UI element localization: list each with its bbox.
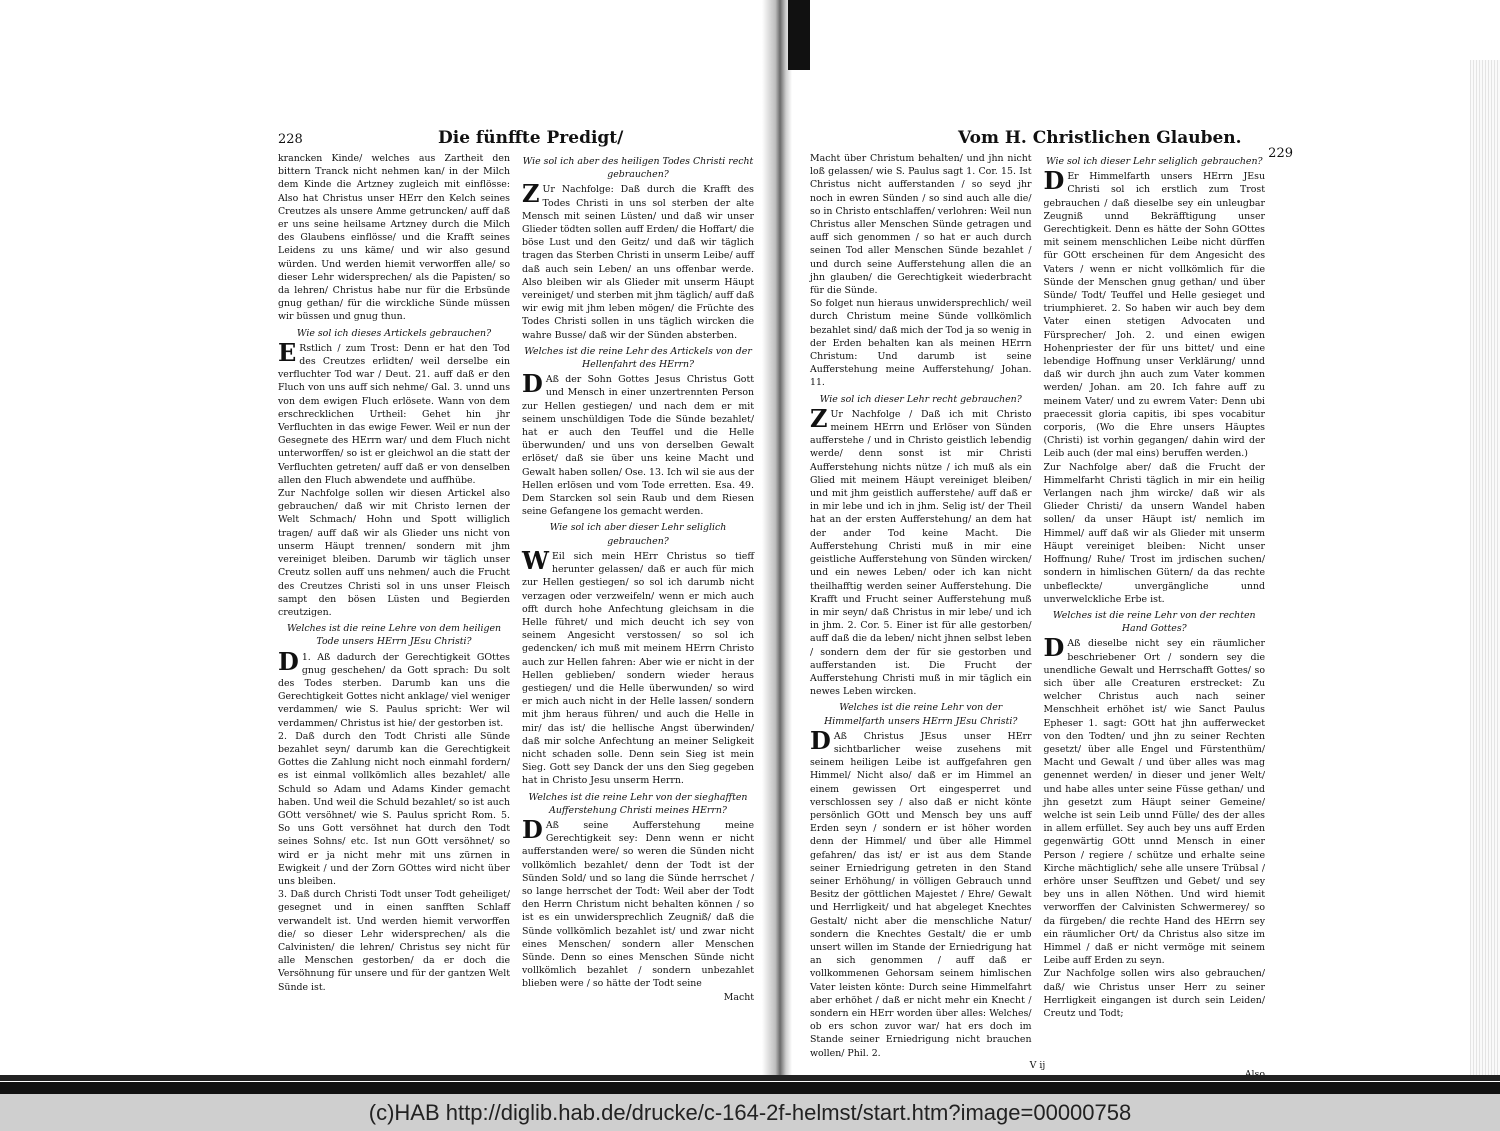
text-paragraph [522, 369, 754, 518]
catchword-left: Macht [723, 991, 754, 1003]
scan-edge-dark [0, 1082, 1500, 1094]
text-paragraph [522, 814, 754, 991]
right-page [810, 128, 1293, 1071]
paragraph-text: 3. Daß durch Christi Todt unser Todt geheiliget/ gesegnet und in einen sanfften Schlaff verwandelt ist. Und werden hiemit verworffen die/ so dieser Lehr widersprechen/ als die Calvinisten/ die lehren/ Christus sey nicht für alle Menschen gestorben/ da er doch die Versöhnung für unsere und für der gantzen Welt Sünde ist. [278, 889, 510, 993]
paragraph-text: Rstlich / zum Trost: Denn er hat den Tod des Creutzes erlidten/ weil derselbe ein verfluchter Tod war / Deut. 21. auff daß er den Fluch von uns auff sich nehme/ Gal. 3. unnd uns von dem ewigen Fluch erlösete. Wann von dem erschrecklichen Urtheil: Gehet hin jhr Verfluchten in das ewige Fewer. Weil er nun der Gesegnete des HErrn war/ und dem Fluch nicht unterworffen/ so ist er gleichwol an die statt der Verfluchten getreten/ auff daß er von denselben allen den Fluch abwendete und auffhübe. [278, 342, 510, 486]
section-heading: Wie sol ich dieser Lehr seliglich gebrauchen? [1045, 156, 1263, 167]
text-paragraph [278, 730, 510, 888]
text-paragraph [278, 646, 510, 730]
text-paragraph [1044, 967, 1266, 1020]
paragraph-text: Macht über Christum behalten/ und jhn nicht loß gelassen/ wie S. Paulus sagt 1. Cor. 15. Ist Christus nicht aufferstanden / so seyd jhr noch in ewren Sünden / so sind auch alle die/ so in Christo entschlaffen/ verlohren: Weil nun Christus aller Menschen Sünde getragen und auff sich genommen / so hat er auch durch seinen Tod aller Menschen Sünde bezahlet / und durch seine Aufferstehung allen die an jhn glauben/ die Gerechtigkeit wiederbracht für die Sünde. [810, 153, 1032, 297]
paragraph-text: Ur Nachfolge: Daß durch die Krafft des Todes Christi in uns sol sterben der alte Mensch mit seinen Lüsten/ und daß wir unser Glieder tödten sollen auff Erden/ die Hoffart/ die böse Lust und den Geitz/ und daß wir täglich tragen das Sterben Christi in unserm Leibe/ auff daß auch sein Leben/ an uns offenbar werde. Also bleiben wir als Glieder mit unserm Häupt vereiniget/ und sterben mit jhm täglich/ auff daß wir ewig mit jhm leben mögen/ die Früchte des Todes Christi sollen in uns täglich wircken die wahre Busse/ daß wir der Sünden absterben. [522, 184, 754, 341]
paragraph-text: Ur Nachfolge / Daß ich mit Christo meinem HErrn und Erlöser von Sünden aufferstehe / und in Christo geistlich lebendig werde/ denn sonst ist mir Christi Aufferstehung nichts nütze / ich muß als ein Glied mit meinem Häupt vereiniget bleiben/ und mit jhm geistlich aufferstehe/ auff daß er in mir lebe und ich in jhm. Selig ist/ der Theil hat an der ersten Aufferstehung/ an dem hat der ander Tod keine Macht. Die Aufferstehung Christi muß in mir eine geistliche Aufferstehung von Sünden wircken/ und ein newes Leben/ oder ich kan nicht theilhafftig werden seiner Aufferstehung. Die Krafft und Frucht seiner Aufferstehung muß in mir seyn/ daß Christus in mir lebe/ und ich in jhm. 2. Cor. 5. Einer ist für alle gestorben/ auff daß die da leben/ nicht jhnen selbst leben / sondern dem der für sie gestorben und aufferstanden ist. Die Frucht der Aufferstehung Christi muß in mir täglich ein newes Leben wircken. [810, 408, 1032, 698]
copyright-footer [0, 1094, 1500, 1131]
text-paragraph [1043, 633, 1266, 967]
section-heading: Welches ist die reine Lehre von dem heiligen Tode unsers HErrn JEsu Christi? [286, 623, 502, 648]
drop-initial: W [522, 545, 549, 575]
text-paragraph [278, 888, 510, 994]
drop-initial: Z [810, 403, 828, 433]
text-paragraph [810, 297, 1032, 389]
paragraph-text: Er Himmelfarth unsers HErrn JEsu Christi sol ich erstlich zum Trost gebrauchen / daß dieselbe sey ein unleugbar Zeugniß unnd Bekräfftigung unser Gerechtigkeit. Denn es hätte der Sohn GOttes mit seinem menschlichen Leibe nicht dürffen für GOtt erscheinen für dem Angesicht des Vaters / wenn er nicht vollkömlich für die Sünde der Menschen gnug gethan/ und über Sünde/ Todt/ Teuffel und Helle gesieget und triumphieret. 2. So haben wir auch bey dem Vater einen stetigen Advocaten und Fürsprecher/ Joh. 2. und einen ewigen Hohenpriester der für uns bittet/ und eine lebendige Hoffnung unser Verklärung/ unnd daß wir durch jhn auch zum Vater kommen werden/ Johan. am 20. Ich fahre auff zu meinem Vater/ und zu ewrem Vater: Denn ubi praecessit gloria capitis, ibi spes vocabitur corporis, (Wo die Ehre unsers Häuptes (Christi) ist vorhin gegangen/ dahin wird der Leib auch (der mal eins) beruffen werden.) [1043, 171, 1265, 460]
gutter-binding [788, 0, 810, 70]
drop-initial: D [1043, 633, 1065, 663]
left-page-header [278, 128, 754, 150]
left-page-column-2 [522, 152, 754, 994]
page-number-left: 228 [278, 132, 303, 147]
book-gutter [762, 0, 792, 1075]
drop-initial: D [1043, 166, 1065, 196]
paragraph-text: Aß Christus JEsus unser HErr sichtbarlicher weise zusehens mit seinem heiligen Leibe ist auffgefahren gen Himmel/ Nicht also/ daß er im Himmel an einem gewissen Ort eingesperret und verschlossen sey / also daß er nicht könte persönlich GOtt und Mensch bey uns auff Erden seyn / sondern er ist höher worden denn der Himmel/ und über alle Himmel gefahren/ das ist/ er ist aus dem Stande seiner Erniedrigung getreten in den Stand seiner Erhöhung/ in völligen Gebrauch unnd Besitz der göttlichen Majestet / Ehre/ Gewalt und Herrligkeit/ und hat abgeleget Knechtes Gestalt/ nicht aber die menschliche Natur/ sondern die Knechtes Gestalt/ die er umb unsert willen im Stande der Erniedrigung hat an sich genommen / auff daß er vollkommenen Gehorsam seinem himlischen Vater leisten könte: Durch seine Himmelfahrt aber erhöhet / daß er nicht mehr ein Knecht / sondern ein HErr worden über alles: Welches/ ob ers schon zuvor war/ hat ers doch im Stande seiner Erniedrigung nicht brauchen wollen/ Phil. 2. [810, 730, 1032, 1059]
paragraph-text: Aß der Sohn Gottes Jesus Christus Gott und Mensch in einer unzertrennten Person zur Hellen gestiegen/ und nach dem er mit seinem unschüldigen Tode die Sünde bezahlet/ hat er auch den Teuffel und die Helle überwunden/ und uns von derselben Gewalt erlöset/ daß sie über uns keine Macht und Gewalt haben sollen/ Ose. 13. Ich wil sie aus der Hellen erlösen und vom Tode erretten. Esa. 49. Dem Starcken sol sein Raub und dem Riesen seine Gefangene los gemacht werden. [522, 374, 754, 518]
paragraph-text: Zur Nachfolge sollen wirs also gebrauchen/ daß/ wie Christus unser Herr zu seiner Herrligkeit eingangen ist durch sein Leiden/ Creutz und Todt; [1043, 968, 1265, 1019]
text-paragraph [1044, 461, 1266, 606]
section-heading: Welches ist die reine Lehr des Artickels von der Hellenfahrt des HErrn? [524, 345, 752, 371]
section-heading: Wie sol ich aber des heiligen Todes Christi recht gebrauchen? [522, 156, 754, 181]
left-page-column-1 [278, 152, 510, 994]
paragraph-text: Zur Nachfolge sollen wir diesen Artickel also gebrauchen/ daß wir mit Christo lernen der Welt Schmach/ Hohn und Spott williglich tragen/ auff daß wir als Glieder uns nicht von unserm Häupt trennen/ sondern mit jhm vereiniget bleiben. Darumb wir täglich unser Creutz sollen auff uns nehmen/ auch die Frucht des Creutzes Christi sol in uns unser Fleisch sampt den bösen Lüsten und Begierden creutzigen. [278, 488, 510, 618]
running-title-left: Die fünffte Predigt/ [438, 128, 624, 148]
paragraph-text: 2. Daß durch den Todt Christi alle Sünde bezahlet seyn/ darumb kan die Gerechtigkeit Gottes die Zahlung nicht noch einmahl fordern/ es ist einmal vollkömlich alles bezahlet/ alle Schuld so Adam und Adams Kinder gemacht haben. Und weil die Schuld bezahlet/ so ist auch GOtt versöhnet/ wie S. Paulus spricht Rom. 5. So uns Gott versöhnet hat durch den Todt seines Sohns/ etc. Ist nun GOtt versöhnet/ so wird er ja nicht mehr mit uns zürnen in Ewigkeit / und der Zorn GOttes wird nicht über uns bleiben. [278, 730, 510, 887]
text-paragraph [278, 337, 510, 487]
drop-initial: D [810, 725, 831, 755]
paragraph-text: Zur Nachfolge aber/ daß die Frucht der Himmelfarht Christi täglich in mir ein heilig Verlangen nach jhm wircke/ daß wir als Glieder Christi/ da unsern Wandel haben sollen/ da unser Häupt ist/ nemlich im Himmel/ auff daß wir als Glieder mit unserm Häupt vereiniget bleiben: Nicht unser Hoffnung/ Ruhe/ Trost im jrdischen suchen/ sondern in himlischen Gütern/ da das rechte unbefleckte/ unvergängliche unnd unverwelckliche Erbe ist. [1043, 461, 1265, 605]
paragraph-text: krancken Kinde/ welches aus Zartheit den bittern Tranck nicht nehmen kan/ in der Milch dem Kinde die Artzney zugleich mit einflösse: Also hat Christus unser HErr den Kelch seines Creutzes als unsere Amme getruncken/ auff daß er uns seine heilsame Artzney durch die Milch des Glaubens einflösse/ und die Krafft seines Leidens zu uns käme/ und wir also gesund würden. Und werden hiemit verworffen alle/ so dieser Lehr widersprechen/ als die Papisten/ so da lehren/ Christus habe nur für die Erbsünde gnug gethan/ für die wirckliche Sünde müssen wir büssen und gnug thun. [278, 153, 510, 323]
scan-edge [0, 1075, 1500, 1081]
right-page-column-1 [810, 152, 1032, 1060]
paragraph-text: 1. Aß dadurch der Gerechtigkeit GOttes gnug geschehen/ da Gott sprach: Du solt des Todes sterben. Darumb kan uns die Gerechtigkeit Gottes nicht anklage/ viel weniger verdammen/ wie S. Paulus spricht: Wer wil verdammen/ Christus ist hie/ der gestorben ist. [278, 651, 510, 729]
text-paragraph [522, 179, 754, 341]
section-heading: Wie sol ich aber dieser Lehr seliglich gebrauchen? [549, 522, 727, 547]
section-heading: Wie sol ich dieser Lehr recht gebrauchen? [819, 393, 1022, 405]
right-page-column-2 [1044, 152, 1266, 1060]
drop-initial: E [278, 337, 297, 367]
paragraph-text: Aß seine Aufferstehung meine Gerechtigkeit sey: Denn wenn er nicht aufferstanden were/ so weren die Sünden nicht vollkömlich bezahlet/ denn der Todt ist der Sünden Sold/ und so lang die Sünde herrschet / so lange herrschet der Todt: Weil aber der Todt den Herrn Christum nicht behalten können / so ist es ein unwidersprechlich Zeugniß/ daß die Sünde vollkömlich bezahlet ist/ und zwar nicht eines Menschen/ sondern aller Menschen Sünde. Denn so eines Menschen Sünde nicht vollkömlich bezahlet / sondern unbezahlet blieben were / so hätte der Todt seine [522, 819, 754, 990]
text-paragraph [810, 152, 1032, 297]
page-fore-edge [1470, 60, 1500, 1075]
section-heading: Welches ist die reine Lehr von der Himmelfarth unsers HErrn JEsu Christi? [824, 702, 1018, 727]
text-paragraph [1043, 166, 1266, 460]
text-paragraph [278, 487, 510, 619]
text-paragraph [278, 152, 510, 324]
page-number-right: 229 [1268, 146, 1293, 161]
section-heading: Welches ist die reine Lehr von der sieghafften Aufferstehung Christi meines HErrn? [528, 791, 748, 816]
text-paragraph [522, 545, 754, 788]
paragraph-text: So folget nun hieraus unwidersprechlich/ weil durch Christum meine Sünde vollkömlich bezahlet sind/ daß mich der Tod ja so wenig in der Erden behalten kan als meinen HErrn Christum: Und darumb ist seine Aufferstehung meine Aufferstehung/ Johan. 11. [810, 298, 1032, 389]
signature-mark: V ij [1029, 1059, 1046, 1071]
paragraph-text: Eil sich mein HErr Christus so tieff herunter gelassen/ daß er auch für mich zur Hellen gestiegen/ so sol ich darumb nicht verzagen oder verzweifeln/ wenn er mich auch offt durch hohe Anfechtung gleichsam in die Helle führet/ und mich deucht ich sey von seinem Angesicht verstossen/ so sol ich gedencken/ ich muß mit meinem HErrn Christo auch zur Hellen fahren: Aber wie er nicht in der Hellen geblieben/ sondern wieder heraus gestiegen/ und die Helle überwunden/ so wird er mich auch nicht in der Helle lassen/ sondern mit jhm heraus führen/ und auch die Helle in mir/ das ist/ die hellische Angst überwinden/ daß mir solche Anfechtung an meiner Seligkeit nicht schaden solle. Denn sein Sieg ist mein Sieg. Gott sey Danck der uns den Sieg gegeben hat in Christo Jesu unserm Herrn. [522, 550, 754, 787]
drop-initial: D [522, 369, 543, 399]
running-title-right: Vom H. Christlichen Glauben. [958, 128, 1242, 148]
right-page-header [810, 128, 1293, 161]
footer-url: (c)HAB http://diglib.hab.de/drucke/c-164-2f-helmst/start.htm?image=00000758 [368, 1099, 1132, 1125]
text-paragraph [810, 725, 1032, 1060]
section-heading: Welches ist die reine Lehr von der rechten Hand Gottes? [1052, 609, 1256, 635]
paragraph-text: Aß dieselbe nicht sey ein räumlicher beschriebener Ort / sondern sey die unendliche Gewalt und Herrschafft Gottes/ so sich über alle Creaturen erstrecket: Zu welcher Christus auch nach seiner Menschheit erhöhet ist/ wie Sanct Paulus Epheser 1. sagt: GOtt hat jhn aufferwecket von den Todten/ und jhn zu seiner Rechten gesetzt/ über alle Engel und Fürstenthüm/ Macht und Gewalt / und über alles was mag genennet werden/ in dieser und jener Welt/ und habe alles unter seine Füsse gethan/ und jhn gesetzt zum Häupt seiner Gemeine/ welche ist sein Leib unnd Fülle/ des der alles in allem erfüllet. Sey auch bey uns auff Erden gegenwärtig GOtt unnd Mensch in einer Person / regiere / schütze und erhalte seine Kirche mächtiglich/ sehe alle unsere Trübsal / erhöre unser Seufftzen und Gebet/ und sey bey uns in allen Nöthen. Und wird hiemit verworffen der Calvinisten Schwermerey/ so da fürgeben/ die rechte Hand des HErrn sey ein räumlicher Ort/ da Christus also sitze im Himmel / daß er nicht vermöge mit seinem Leibe auff Erden zu seyn. [1043, 638, 1265, 967]
drop-initial: D [522, 814, 543, 844]
text-paragraph [810, 403, 1032, 698]
drop-initial: D [278, 646, 299, 676]
left-page [278, 128, 754, 1003]
drop-initial: Z [522, 179, 540, 209]
section-heading: Wie sol ich dieses Artickels gebrauchen? [296, 327, 492, 339]
